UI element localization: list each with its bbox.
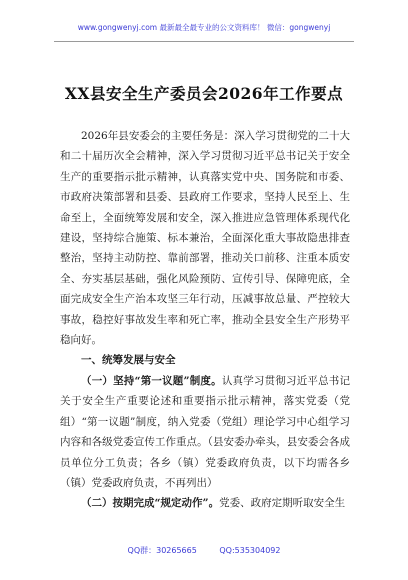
item-2-body: 党委、政府定期听取安全生 — [219, 497, 346, 510]
footer-qq-group: QQ群：30265665 — [127, 546, 197, 555]
header-divider — [54, 41, 354, 42]
item-2-heading: （二）按期完成“规定动作”。 — [81, 497, 220, 510]
header-site[interactable]: www.gongwenyj.com — [77, 23, 158, 32]
document-body — [60, 126, 350, 514]
item-1-heading: （一）坚持“第一议题”制度。 — [81, 374, 222, 387]
document-title: XX县安全生产委员会2026年工作要点 — [64, 84, 344, 103]
intro-paragraph: 2026年县安委会的主要任务是：深入学习贯彻党的二十大和二十届历次全会精神，深入学习贯彻习近平总书记关于安全生产的重要指示批示精神，认真落实党中央、国务院和市委、市政府决策部署和县委、县政府工作要求，坚持人民至上、生命至上，全面统筹发展和安全，深入推进应急管理体系现代化建设，坚持综合施策、标本兼治，全面深化重大事故隐患排查整治，坚持主动防控、靠前部署，推动关口前移、注重本质安全、夯实基层基础，强化风险预防、宣传引导、保障兜底，全面完成安全生产治本攻坚三年行动，压减事故总量、严控较大事故，稳控好事故发生率和死亡率，推动全县安全生产形势平稳向好。 — [60, 130, 350, 347]
header-slogan: 最新最全最专业的公文资料库！ — [159, 23, 265, 32]
header-wechat: 微信：gongwenyj — [266, 23, 331, 32]
page-footer — [0, 545, 408, 556]
footer-qq: QQ:535304092 — [219, 546, 281, 555]
item-1-body: 认真学习贯彻习近平总书记关于安全生产重要论述和重要指示批示精神，落实党委（党组）“第一议题”制度，纳入党委（党组）理论学习中心组学习内容和各级党委宣传工作重点。（县安委办牵头，县安委会各成员单位分工负责；各乡（镇）党委政府负责，以下均需各乡（镇）党委政府负责，不再列出） — [60, 374, 350, 489]
section-heading-1: 一、统筹发展与安全 — [81, 354, 176, 367]
page-header — [0, 22, 408, 33]
item-1-paragraph — [60, 371, 350, 493]
item-2-paragraph — [60, 493, 350, 513]
